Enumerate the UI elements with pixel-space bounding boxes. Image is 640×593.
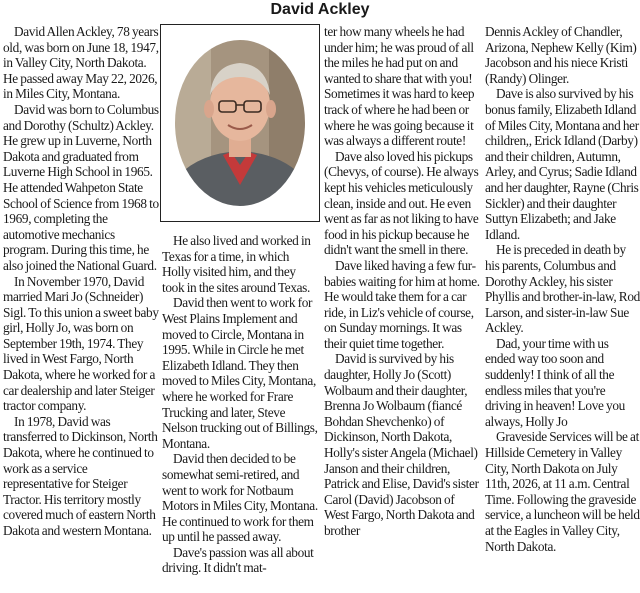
- paragraph: Dave is also survived by his bonus family, Elizabeth Idland of Miles City, Montana and her children,, Erick Idland (Darby) and their children, Autumn, Arley, and Cyrus; Sadie Idland and her daughter, Rayne (Chris Sickler) and their daughter Suttyn Elizabeth; and Jake Idland.: [485, 86, 639, 242]
- paragraph: Dave's passion was all about driving. It didn't mat-: [162, 544, 314, 576]
- paragraph: Graveside Services will be at Hillside Cemetery in Valley City, North Dakota on July 11th, 2026, at 11 a.m. Central Time. Following the graveside service, a luncheon will be held at the Eagles in Valley City, North Dakota.: [485, 429, 640, 554]
- portrait-photo: [160, 24, 320, 222]
- paragraph: Dave also loved his pickups (Chevys, of course). He always kept his vehicles meticulously clean, inside and out. He even went as far as not liking to have food in his pickup because he didn't want the smell in there.: [324, 148, 479, 258]
- paragraph: He is preceded in death by his parents, Columbus and Dorothy Ackley, his sister Phyllis and brother-in-law, Rod Larson, and sister-in-law Sue Ackley.: [485, 242, 640, 336]
- paragraph: David then decided to be somewhat semi-retired, and went to work for Notbaum Motors in Miles City, Montana. He continued to work for them up until he passed away.: [162, 451, 318, 545]
- text-column-2: [162, 233, 318, 576]
- obituary-title: David Ackley: [270, 1, 370, 18]
- portrait-icon: [161, 25, 319, 221]
- paragraph: Dennis Ackley of Chandler, Arizona, Nephew Kelly (Kim) Jacobson and his niece Kristi (Randy) Olinger.: [485, 24, 637, 86]
- text-column-4: [485, 24, 640, 554]
- paragraph: In 1978, David was transferred to Dickinson, North Dakota, where he continued to work as a service representative for Steiger Tractor. His territory mostly covered much of eastern North Dakota and western Montana.: [3, 413, 158, 538]
- paragraph: David is survived by his daughter, Holly Jo (Scott) Wolbaum and their daughter, Brenna Jo Wolbaum (fiancé Bohdan Shevchenko) of Dickinson, North Dakota, Holly's sister Angela (Michael) Janson and their children, Patrick and Elise, David's sister Carol (David) Jacobson of West Fargo, North Dakota and brother: [324, 351, 479, 538]
- paragraph: David was born to Columbus and Dorothy (Schultz) Ackley. He grew up in Luverne, North Dakota and graduated from Luverne High School in 1965. He attended Wahpeton State School of Science from 1968 to 1969, completing the automotive mechanics program. During this time, he also joined the National Guard.: [3, 101, 159, 273]
- paragraph: ter how many wheels he had under him; he was proud of all the miles he had put on and wanted to share that with you! Sometimes it was hard to keep track of where he had been or where he was going because it was always a different route!: [324, 24, 475, 149]
- paragraph: He also lived and worked in Texas for a time, in which Holly visited him, and they took in the sites around Texas.: [162, 233, 311, 295]
- text-column-1: [3, 24, 159, 539]
- paragraph: David Allen Ackley, 78 years old, was born on June 18, 1947, in Valley City, North Dakota. He passed away May 22, 2026, in Miles City, Montana.: [3, 24, 159, 102]
- paragraph: David then went to work for West Plains Implement and moved to Circle, Montana in 1995. While in Circle he met Elizabeth Idland. They then moved to Miles City, Montana, where he worked for Frare Trucking and later, Steve Nelson trucking out of Billings, Montana.: [162, 295, 318, 451]
- text-column-3: [324, 24, 480, 539]
- paragraph: Dave liked having a few fur-babies waiting for him at home. He would take them for a car ride, in Liz's vehicle of course, on Sunday mornings. It was their quiet time together.: [324, 257, 480, 351]
- paragraph: Dad, your time with us ended way too soon and suddenly! I think of all the endless miles that you're driving in heaven! Love you always, Holly Jo: [485, 335, 625, 429]
- paragraph: In November 1970, David married Mari Jo (Schneider) Sigl. To this union a sweet baby girl, Holly Jo, was born on September 19th, 1974. They lived in West Fargo, North Dakota, where he worked for a car dealership and later Steiger tractor company.: [3, 273, 159, 414]
